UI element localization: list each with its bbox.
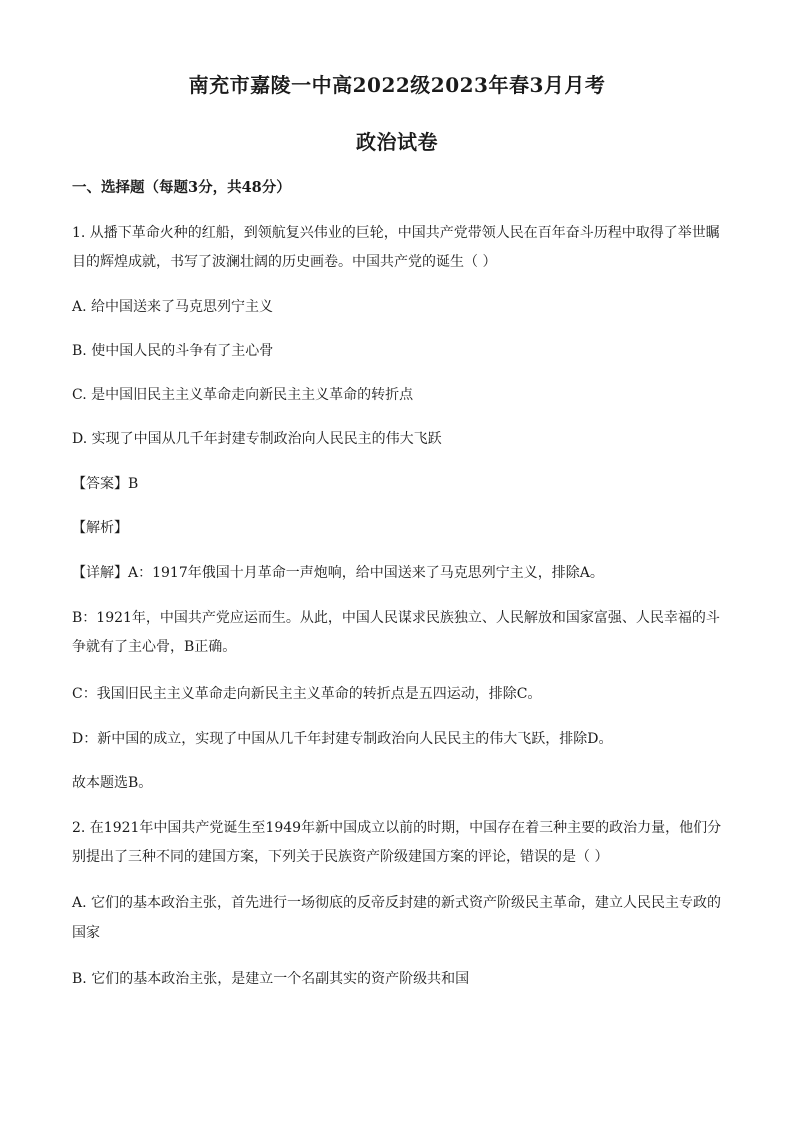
q2-stem-line-1: 2. 在1921年中国共产党诞生至1949年新中国成立以前的时期，中国存在着三种主要的政治力量，他们分 — [72, 820, 722, 836]
q1-stem-line-1: 1. 从播下革命火种的红船，到领航复兴伟业的巨轮，中国共产党带领人民在百年奋斗历程中取得了举世瞩 — [72, 225, 720, 241]
q1-answer: 【答案】B — [72, 476, 139, 492]
q1-detail-b-line-1: B：1921年，中国共产党应运而生。从此，中国人民谋求民族独立、人民解放和国家富强、人民幸福的斗 — [72, 610, 720, 626]
q1-detail-b-line-2: 争就有了主心骨，B正确。 — [72, 639, 237, 655]
q1-conclusion: 故本题选B。 — [72, 775, 153, 791]
q2-option-a-line-1: A. 它们的基本政治主张，首先进行一场彻底的反帝反封建的新式资产阶级民主革命，建立人民民主专政的 — [72, 895, 722, 911]
q1-detail-c: C：我国旧民主主义革命走向新民主主义革命的转折点是五四运动，排除C。 — [72, 686, 542, 702]
q1-analysis-label: 【解析】 — [72, 520, 128, 536]
page-subtitle: 政治试卷 — [356, 130, 438, 154]
page-title: 南充市嘉陵一中高2022级2023年春3月月考 — [188, 73, 606, 97]
q2-stem-line-2: 别提出了三种不同的建国方案，下列关于民族资产阶级建国方案的评论，错误的是（ ） — [72, 849, 609, 865]
section-heading-choice: 一、选择题（每题3分，共48分） — [72, 179, 291, 196]
q1-option-c: C. 是中国旧民主主义革命走向新民主主义革命的转折点 — [72, 387, 414, 403]
q1-detail-a: 【详解】A：1917年俄国十月革命一声炮响，给中国送来了马克思列宁主义，排除A。 — [72, 565, 604, 581]
q2-option-a-line-2: 国家 — [72, 925, 100, 941]
q1-option-b: B. 使中国人民的斗争有了主心骨 — [72, 343, 274, 359]
q2-option-b: B. 它们的基本政治主张，是建立一个名副其实的资产阶级共和国 — [72, 971, 470, 987]
q1-option-d: D. 实现了中国从几千年封建专制政治向人民民主的伟大飞跃 — [72, 431, 442, 447]
q1-detail-d: D：新中国的成立，实现了中国从几千年封建专制政治向人民民主的伟大飞跃，排除D。 — [72, 731, 613, 747]
q1-stem-line-2: 目的辉煌成就，书写了波澜壮阔的历史画卷。中国共产党的诞生（ ） — [72, 254, 497, 270]
q1-option-a: A. 给中国送来了马克思列宁主义 — [72, 299, 274, 315]
